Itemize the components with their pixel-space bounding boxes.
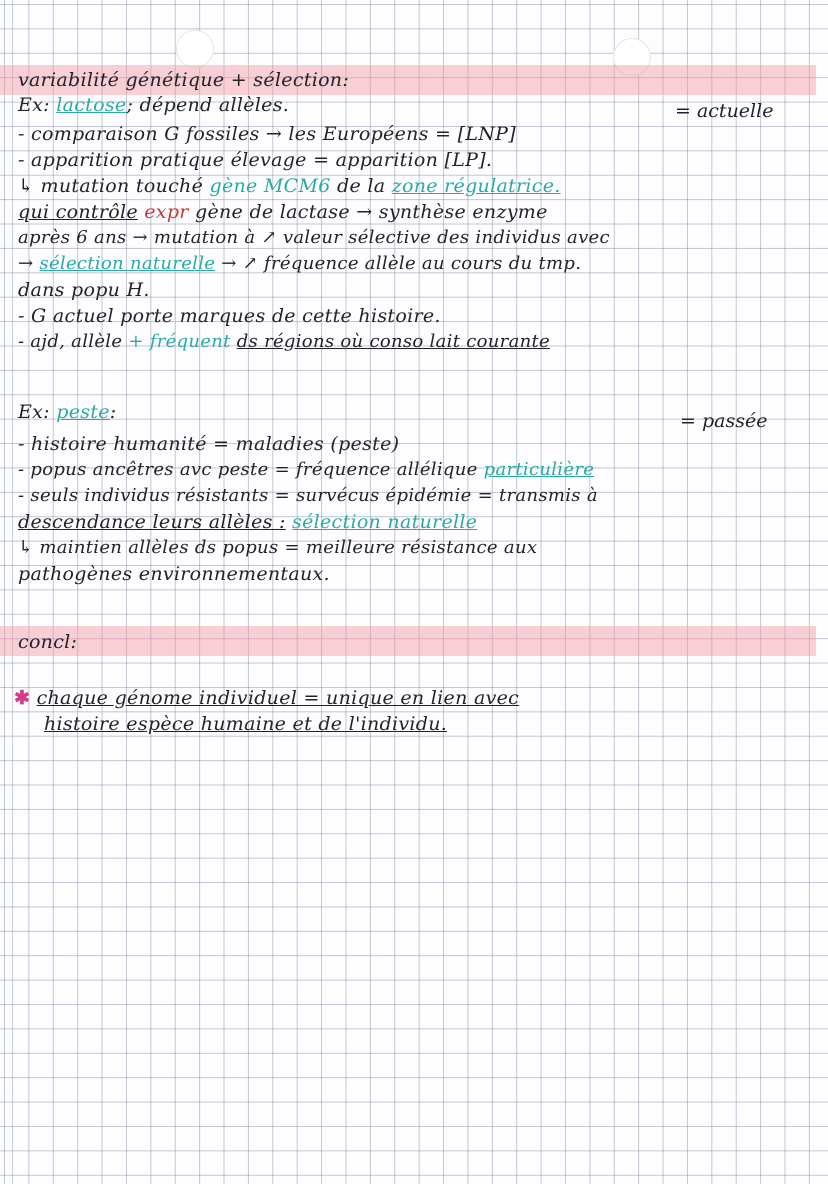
star-icon: ✱ bbox=[14, 687, 31, 709]
note-text: chaque génome individuel = unique en lien avec bbox=[36, 687, 520, 709]
note-line: - seuls individus résistants = survécus épidémie = transmis à bbox=[18, 485, 598, 506]
margin-line bbox=[12, 0, 13, 1184]
highlighted-term: expr bbox=[144, 201, 189, 223]
note-text: histoire espèce humaine et de l'individu. bbox=[44, 713, 448, 735]
note-text: → ↗ fréquence allèle au cours du tmp. bbox=[221, 253, 582, 274]
example-line bbox=[18, 93, 289, 117]
note-text: ds régions où conso lait courante bbox=[236, 331, 550, 352]
example-text: ; dépend allèles. bbox=[126, 94, 290, 116]
note-text: de la bbox=[337, 175, 386, 197]
note-line: dans popu H. bbox=[18, 279, 150, 301]
note-line: - histoire humanité = maladies (peste) bbox=[18, 433, 400, 455]
example-text: : bbox=[109, 401, 117, 423]
conclusion-highlight-band bbox=[0, 626, 816, 656]
note-text: → bbox=[18, 253, 34, 274]
note-line: - comparaison G fossiles → les Européens = [LNP] bbox=[18, 123, 516, 145]
highlighted-term: particulière bbox=[483, 459, 595, 480]
section-title: variabilité génétique + sélection: bbox=[18, 69, 350, 91]
note-line: - G actuel porte marques de cette histoire. bbox=[18, 305, 441, 327]
note-text: - popus ancêtres avc peste = fréquence allélique bbox=[18, 459, 478, 480]
note-line bbox=[18, 330, 550, 354]
note-line: après 6 ans → mutation à ↗ valeur sélective des individus avec bbox=[18, 227, 610, 248]
note-line bbox=[18, 510, 477, 534]
note-line: - apparition pratique élevage = apparition [LP]. bbox=[18, 149, 493, 171]
note-line: pathogènes environnementaux. bbox=[18, 563, 330, 585]
conclusion-line bbox=[44, 712, 447, 736]
note-text: gène de lactase → synthèse enzyme bbox=[195, 201, 548, 223]
example-term: lactose bbox=[56, 94, 127, 116]
note-line bbox=[18, 174, 561, 198]
note-text: descendance leurs allèles : bbox=[18, 511, 286, 533]
note-line bbox=[18, 200, 548, 224]
note-line bbox=[18, 252, 581, 276]
example-term: peste bbox=[56, 401, 110, 423]
example-label: Ex: bbox=[18, 401, 50, 423]
highlighted-term: zone régulatrice. bbox=[391, 175, 561, 197]
note-text: - ajd, allèle bbox=[18, 331, 123, 352]
note-line: ↳ maintien allèles ds popus = meilleure résistance aux bbox=[18, 537, 538, 558]
note-line bbox=[18, 458, 594, 482]
highlighted-term: sélection naturelle bbox=[292, 511, 478, 533]
punch-hole bbox=[176, 30, 214, 68]
note-text: qui contrôle bbox=[18, 201, 138, 223]
conclusion-title: concl: bbox=[18, 631, 78, 653]
example-line bbox=[18, 400, 116, 424]
highlighted-term: + fréquent bbox=[128, 331, 231, 352]
note-text: ↳ mutation touché bbox=[18, 175, 204, 197]
time-tag: = actuelle bbox=[675, 100, 774, 122]
example-label: Ex: bbox=[18, 94, 50, 116]
conclusion-line bbox=[14, 686, 519, 710]
highlighted-term: gène MCM6 bbox=[209, 175, 331, 197]
time-tag: = passée bbox=[680, 410, 768, 432]
highlighted-term: sélection naturelle bbox=[39, 253, 216, 274]
